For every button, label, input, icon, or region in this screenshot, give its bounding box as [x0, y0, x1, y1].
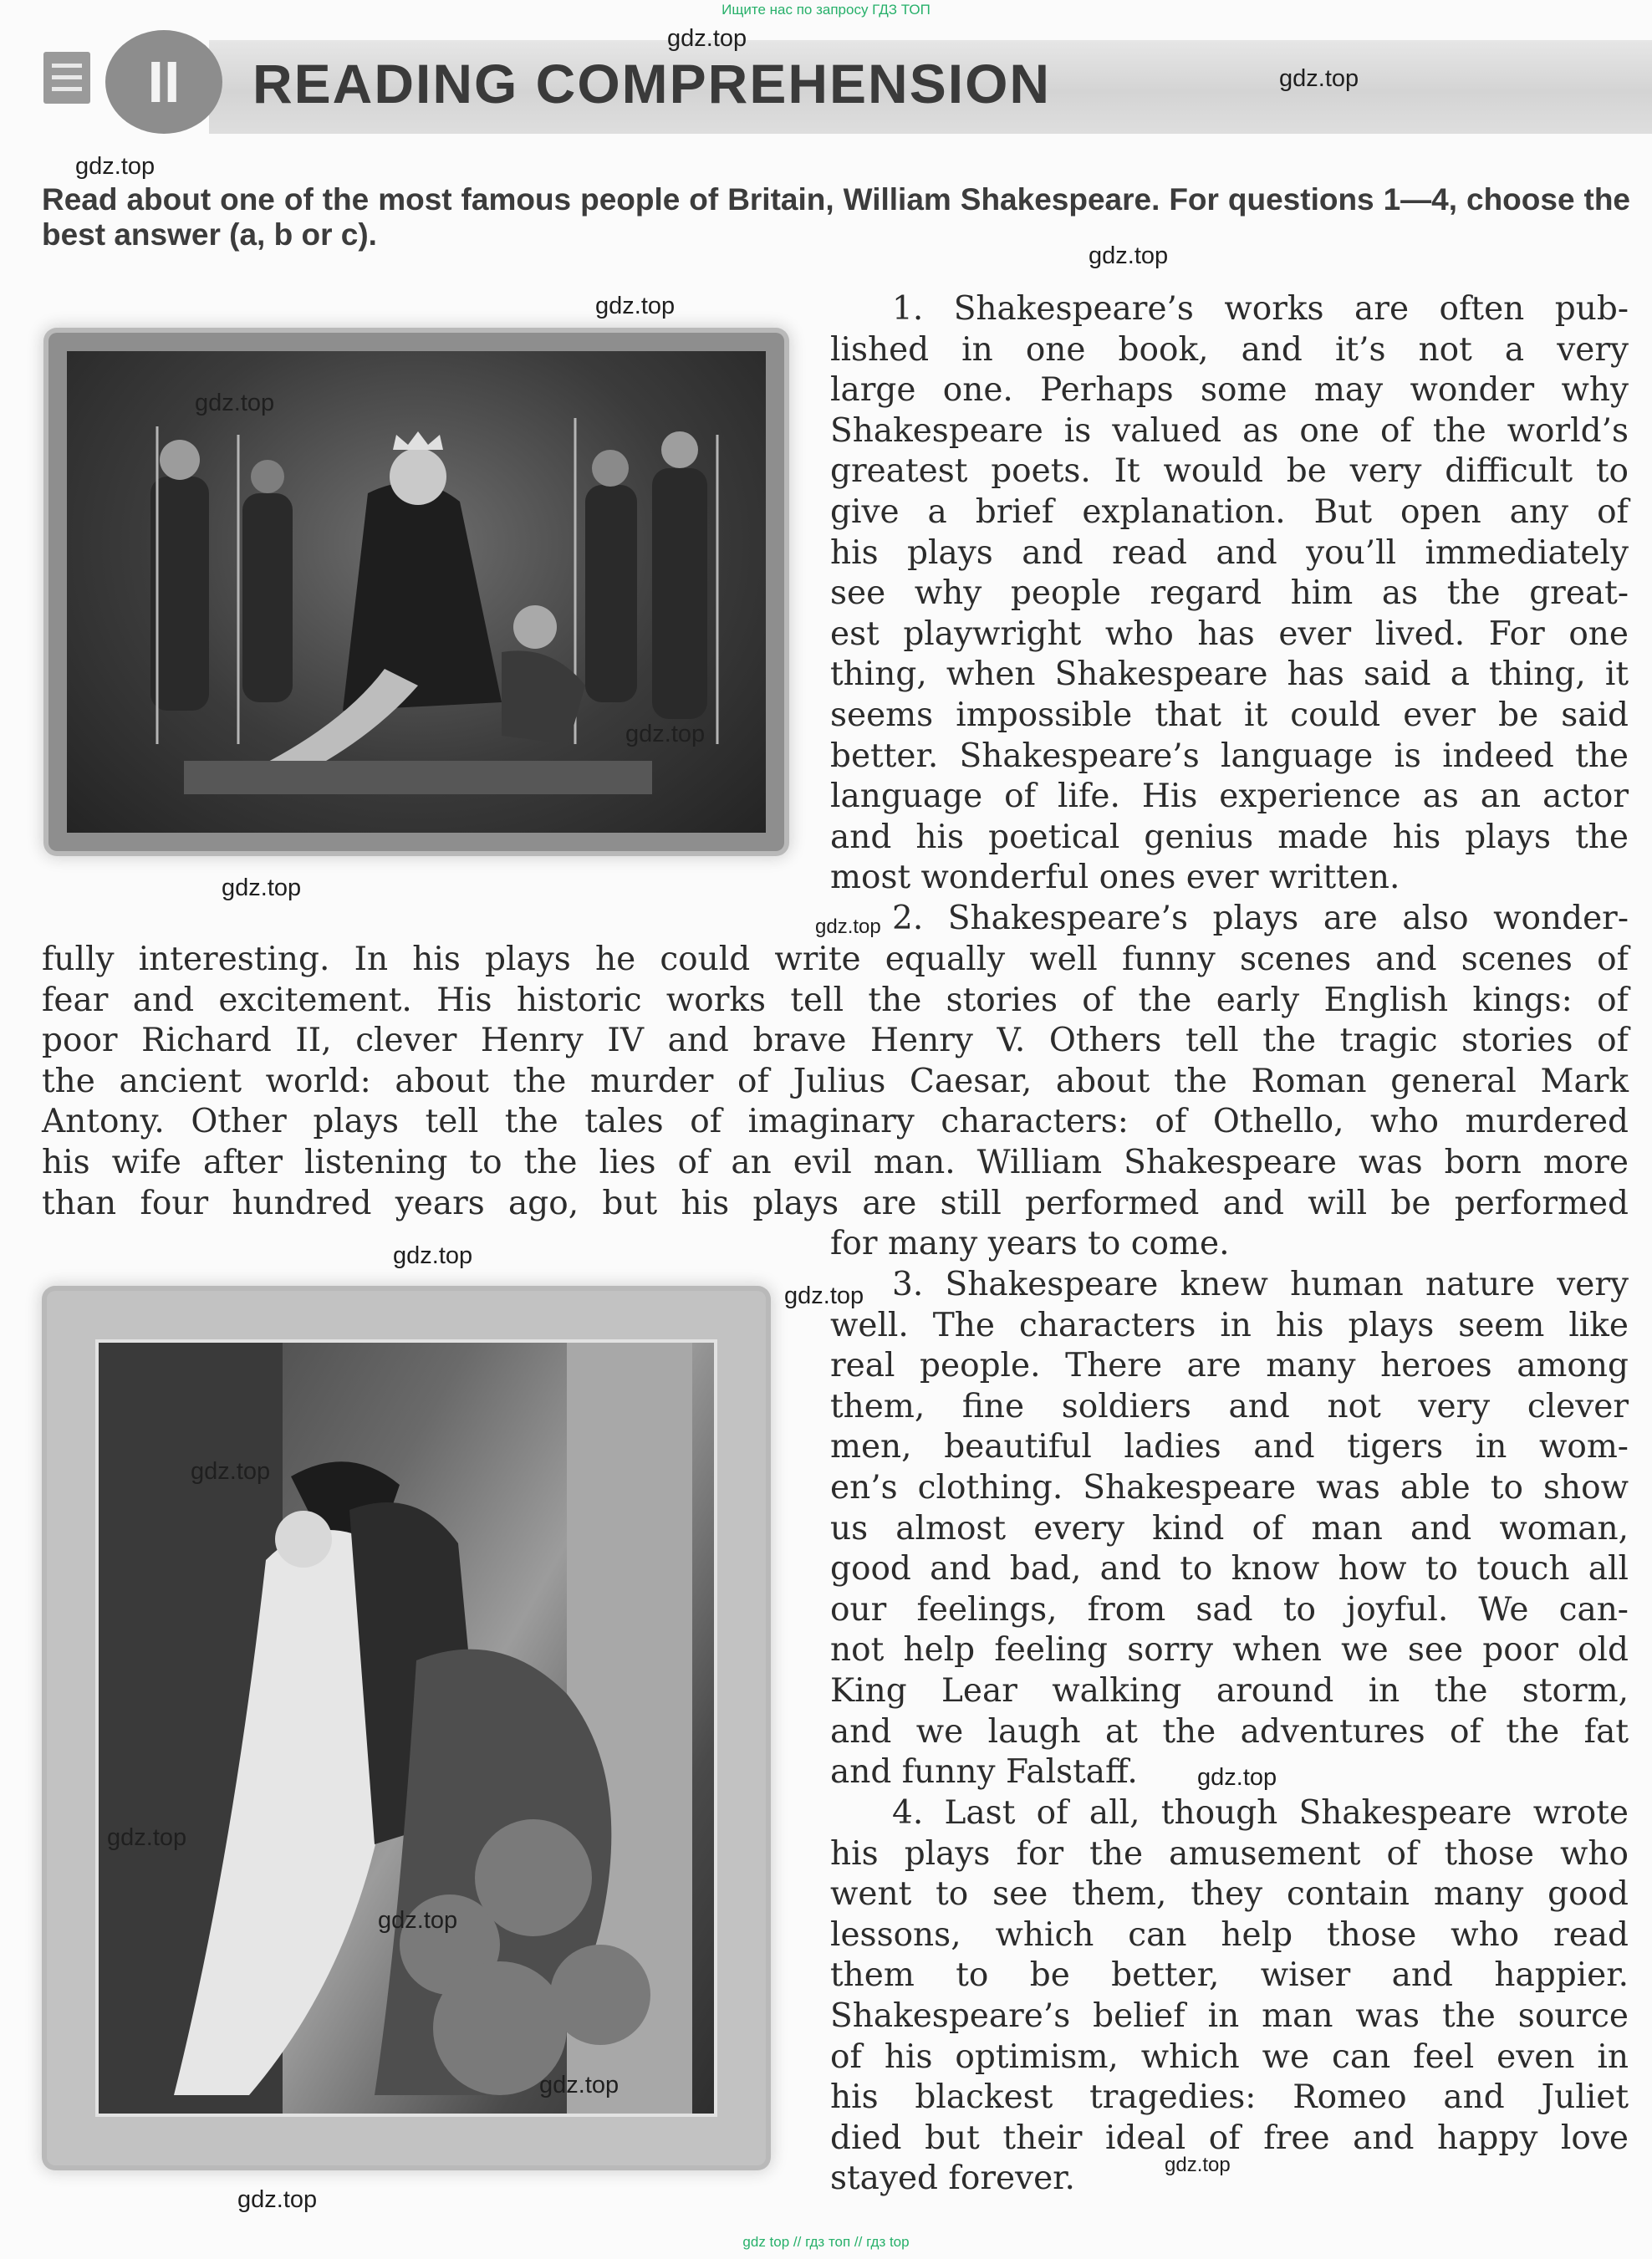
stage-photo — [48, 333, 784, 851]
text-line: est playwright who has ever lived. For one — [830, 614, 1629, 653]
menu-icon — [43, 52, 90, 104]
section-number-badge: II — [105, 30, 222, 134]
text-line: better. Shakespeare’s language is indeed the — [830, 737, 1629, 775]
text-line: men, beautiful ladies and tigers in wom- — [830, 1428, 1629, 1466]
watermark: gdz.top — [784, 1282, 864, 1309]
romeo-juliet-painting — [47, 1291, 766, 2165]
watermark: gdz.top — [1165, 2154, 1231, 2176]
text-line: fully interesting. In his plays he could write equally well funny scenes and scenes of — [42, 941, 1629, 978]
watermark: gdz.top — [222, 875, 302, 901]
text-line: Antony. Other plays tell the tales of imaginary characters: of Othello, who murdered — [42, 1103, 1629, 1141]
task-instructions: Read about one of the most famous people of Britain, William Shakespeare. For questions 1—4, choose the best answer (a, b or c). — [42, 182, 1630, 252]
stage-photo-image — [67, 351, 766, 833]
paragraph-2 — [42, 940, 1629, 1224]
text-line: thing, when Shakespeare has said a thing, it — [830, 655, 1629, 694]
watermark: gdz.top — [815, 915, 881, 938]
watermark: gdz.top — [1089, 242, 1169, 269]
watermark: gdz.top — [237, 2186, 318, 2213]
romeo-juliet-painting-image — [95, 1339, 717, 2117]
text-line: real people. There are many heroes among — [830, 1347, 1629, 1385]
text-line: 3. Shakespeare knew human nature very — [892, 1266, 1629, 1303]
top-banner[interactable]: Ищите нас по запросу ГДЗ ТОП — [721, 2, 931, 18]
text-line: us almost every kind of man and woman, — [830, 1509, 1629, 1548]
text-line: 1. Shakespeare’s works are often pub- — [892, 290, 1629, 328]
text-line: than four hundred years ago, but his plays are still performed and will be performed — [42, 1184, 1629, 1222]
text-line: seems impossible that it could ever be said — [830, 696, 1629, 734]
text-line: them to be better, wiser and happier. — [830, 1956, 1629, 1995]
text-line: and we laugh at the adventures of the fat — [830, 1712, 1629, 1751]
text-line: good and bad, and to know how to touch all — [830, 1550, 1629, 1588]
page-title: READING COMPREHENSION — [252, 53, 1052, 115]
text-line: lessons, which can help those who read — [830, 1915, 1629, 1954]
text-line: lished in one book, and it’s not a very — [830, 330, 1629, 369]
text-line: and funny Falstaff. — [830, 1753, 1138, 1792]
text-line: Shakespeare is valued as one of the world’s — [830, 411, 1629, 450]
text-line: King Lear walking around in the storm, — [830, 1671, 1629, 1710]
paragraph-4 — [830, 1793, 1629, 2200]
watermark: gdz.top — [75, 153, 156, 180]
watermark: gdz.top — [625, 721, 706, 747]
text-line: poor Richard II, clever Henry IV and brave Henry V. Others tell the tragic stories of — [42, 1022, 1629, 1060]
watermark: gdz.top — [195, 390, 275, 416]
watermark: gdz.top — [393, 1242, 473, 1269]
text-line: greatest poets. It would be very difficult to — [830, 452, 1629, 491]
text-line: died but their ideal of free and happy love — [830, 2119, 1629, 2157]
watermark: gdz.top — [378, 1907, 458, 1934]
text-line: of his optimism, which we can feel even in — [830, 2037, 1629, 2076]
paragraph-2-tail: for many years to come. — [830, 1225, 1230, 1262]
watermark: gdz.top — [539, 2072, 620, 2098]
text-line: his plays and read and you’ll immediately — [830, 533, 1629, 572]
paragraph-1 — [830, 289, 1629, 899]
text-line: his plays for the amusement of those who — [830, 1834, 1629, 1873]
text-line: his wife after listening to the lies of an evil man. William Shakespeare was born more — [42, 1143, 1629, 1181]
text-line: give a brief explanation. But open any of — [830, 492, 1629, 531]
text-line: well. The characters in his plays seem like — [830, 1306, 1629, 1344]
text-line: not help feeling sorry when we see poor old — [830, 1631, 1629, 1670]
watermark: gdz.top — [1279, 65, 1359, 92]
text-line: stayed forever. — [830, 2160, 1075, 2198]
watermark: gdz.top — [107, 1824, 187, 1851]
paragraph-2-first-line: 2. Shakespeare’s plays are also wonder- — [892, 900, 1629, 937]
watermark: gdz.top — [1197, 1764, 1277, 1791]
watermark: gdz.top — [667, 25, 747, 52]
text-line: 4. Last of all, though Shakespeare wrote — [892, 1794, 1629, 1832]
text-line: and his poetical genius made his plays the — [830, 818, 1629, 856]
text-line: our feelings, from sad to joyful. We can- — [830, 1590, 1629, 1629]
text-line: most wonderful ones ever written. — [830, 859, 1400, 897]
text-line: went to see them, they contain many good — [830, 1875, 1629, 1914]
watermark: gdz.top — [191, 1458, 271, 1485]
text-line: fear and excitement. His historic works tell the stories of the early English kings: of — [42, 981, 1629, 1019]
text-line: them, fine soldiers and not very clever — [830, 1387, 1629, 1425]
text-line: en’s clothing. Shakespeare was able to show — [830, 1468, 1629, 1507]
paragraph-3 — [830, 1265, 1629, 1793]
bottom-banner[interactable]: gdz top // гдз топ // гдз top — [742, 2234, 910, 2250]
text-line: large one. Perhaps some may wonder why — [830, 371, 1629, 410]
text-line: Shakespeare’s belief in man was the source — [830, 1996, 1629, 2035]
text-line: his blackest tragedies: Romeo and Juliet — [830, 2078, 1629, 2117]
text-line: see why people regard him as the great- — [830, 574, 1629, 613]
watermark: gdz.top — [595, 293, 676, 319]
text-line: the ancient world: about the murder of Julius Caesar, about the Roman general Mark — [42, 1062, 1629, 1100]
text-line: language of life. His experience as an actor — [830, 778, 1629, 816]
